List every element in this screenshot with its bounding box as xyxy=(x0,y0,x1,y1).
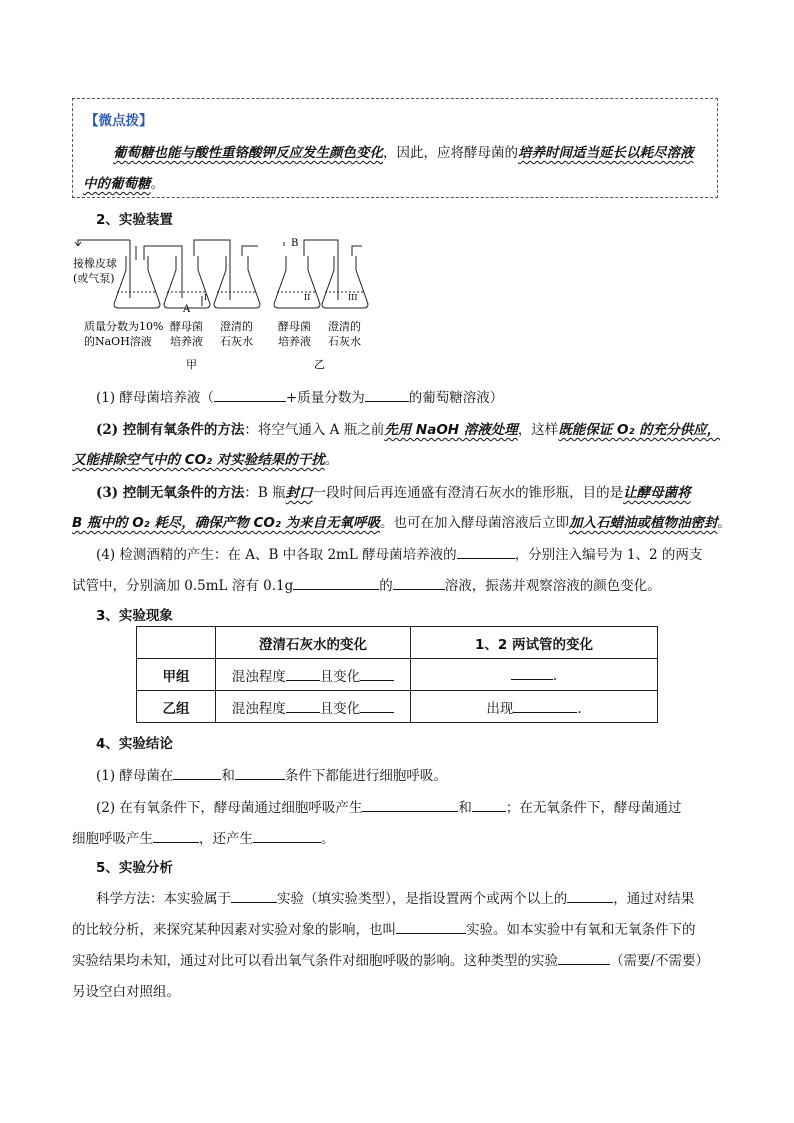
text: ，通过对结果 xyxy=(613,891,695,907)
tip-emphasis: 葡萄糖也能与酸性重铬酸钾反应发生颜色变化 xyxy=(113,145,383,161)
naoh-label-1: 质量分数为10% xyxy=(84,320,164,333)
group-cell: 乙组 xyxy=(137,691,216,723)
text: （需要/不需要） xyxy=(610,953,710,969)
tip-line-1 xyxy=(113,141,694,161)
section-heading-analysis: 5、实验分析 xyxy=(96,860,173,876)
para-conclusion-1 xyxy=(96,764,447,784)
results-table xyxy=(136,626,658,723)
text: +质量分数为 xyxy=(285,390,365,406)
flask-b xyxy=(274,256,320,308)
text: ，这样 xyxy=(517,422,559,438)
text: ，还产生 xyxy=(199,831,253,847)
text: ：B 瓶 xyxy=(244,485,286,501)
answer-blank[interactable] xyxy=(472,798,506,812)
lime-change-cell xyxy=(216,659,411,691)
text: (3) 控制无氧条件的方法 xyxy=(96,485,245,501)
text: 实验（填实验类型），是指设置两个或两个以上的 xyxy=(277,891,568,907)
naoh-label-2: 的NaOH溶液 xyxy=(84,335,152,348)
para-analysis-4: 另设空白对照组。 xyxy=(72,984,180,1000)
answer-blank[interactable] xyxy=(396,920,466,934)
answer-blank[interactable] xyxy=(286,667,320,681)
text: 试管中，分别滴加 0.5mL 溶有 0.1g xyxy=(72,578,294,594)
lime-label-b-2: 石灰水 xyxy=(328,335,361,348)
answer-blank[interactable] xyxy=(153,829,199,843)
section-heading-conclusion: 4、实验结论 xyxy=(96,736,173,752)
group-yi-label: 乙 xyxy=(314,358,325,371)
para-anaerobic xyxy=(96,481,691,501)
bottle-a-label: A xyxy=(183,304,191,315)
emphasis: 让酵母菌将 xyxy=(623,485,691,501)
text: 且变化 xyxy=(319,700,361,717)
para-aerobic-2 xyxy=(72,448,338,468)
text: 的葡萄糖溶液） xyxy=(408,390,504,406)
text: ；在无氧条件下，酵母菌通过 xyxy=(505,800,682,816)
tip-box xyxy=(72,98,718,198)
tube-1-label: I xyxy=(204,293,208,302)
tube-change-cell xyxy=(411,691,658,723)
tube-3-label: III xyxy=(348,293,358,302)
para-alcohol-2 xyxy=(72,574,661,594)
pump-label-2: (或气泵) xyxy=(73,272,115,285)
answer-blank[interactable] xyxy=(286,699,320,713)
para-aerobic xyxy=(96,418,720,438)
emphasis: 既能保证 O₂ 的充分供应， xyxy=(558,422,721,438)
answer-blank[interactable] xyxy=(173,766,221,780)
emphasis: 封口 xyxy=(285,485,313,501)
text: 混浊程度 xyxy=(231,668,286,685)
section-heading-phenomena: 3、实验现象 xyxy=(96,608,173,624)
lime-label-1: 澄清的 xyxy=(220,320,253,333)
apparatus-diagram xyxy=(70,232,370,372)
text: 和 xyxy=(221,768,235,784)
answer-blank[interactable] xyxy=(511,666,553,680)
answer-blank[interactable] xyxy=(393,576,445,590)
group-jia-label: 甲 xyxy=(186,358,197,371)
table-header xyxy=(137,627,216,659)
answer-blank[interactable] xyxy=(253,829,321,843)
emphasis: B 瓶中的 O₂ 耗尽，确保产物 CO₂ 为来自无氧呼吸 xyxy=(72,515,380,531)
table-row xyxy=(137,691,658,723)
flask-lime-1 xyxy=(214,256,260,308)
emphasis: 加入石蜡油或植物油密封 xyxy=(568,515,718,531)
lime-label-b-1: 澄清的 xyxy=(328,320,361,333)
text: . xyxy=(577,700,582,717)
yeast-label-2: 培养液 xyxy=(170,335,203,348)
para-conclusion-2 xyxy=(96,796,681,816)
section-heading-apparatus: 2、实验装置 xyxy=(96,212,173,228)
para-conclusion-3 xyxy=(72,827,335,847)
yeast-label-1: 酵母菌 xyxy=(170,320,203,333)
answer-blank[interactable] xyxy=(360,667,394,681)
emphasis: 先用 NaOH 溶液处理 xyxy=(384,422,518,438)
text: 和 xyxy=(458,800,472,816)
text: 。 xyxy=(324,452,339,468)
answer-blank[interactable] xyxy=(293,576,379,590)
para-analysis-2 xyxy=(72,918,696,938)
text: (2) 在有氧条件下，酵母菌通过细胞呼吸产生 xyxy=(96,800,363,816)
text: 条件下都能进行细胞呼吸。 xyxy=(284,768,447,784)
text: 的 xyxy=(379,578,393,594)
answer-blank[interactable] xyxy=(365,388,409,402)
table-header: 澄清石灰水的变化 xyxy=(216,627,411,659)
para-analysis-3 xyxy=(72,949,709,969)
tube-change-cell xyxy=(411,659,658,691)
answer-blank[interactable] xyxy=(360,699,394,713)
table-header-row xyxy=(137,627,658,659)
text: 。 xyxy=(321,831,335,847)
text: 的比较分析，来探究某种因素对实验对象的影响，也叫 xyxy=(72,922,396,938)
text: . xyxy=(552,667,558,684)
text: (4) 检测酒精的产生：在 A、B 中各取 2mL 酵母菌培养液的 xyxy=(96,547,457,563)
tip-text: ，因此，应将酵母菌的 xyxy=(383,145,518,161)
flask-lime-2 xyxy=(322,256,368,308)
text: (2) 控制有氧条件的方法 xyxy=(96,422,245,438)
tube-2-label: II xyxy=(304,293,311,302)
text: 且变化 xyxy=(319,668,361,685)
text: ：将空气通入 A 瓶之前 xyxy=(244,422,385,438)
yeast-label-b-2: 培养液 xyxy=(278,335,311,348)
table-row xyxy=(137,659,658,691)
lime-change-cell xyxy=(216,691,411,723)
table-header: 1、2 两试管的变化 xyxy=(411,627,658,659)
text: 细胞呼吸产生 xyxy=(72,831,153,847)
text: 溶液，振荡并观察溶液的颜色变化。 xyxy=(444,578,661,594)
answer-blank[interactable] xyxy=(362,798,458,812)
text: ，分别注入编号为 1、2 的两支 xyxy=(514,547,703,563)
text: 出现 xyxy=(486,700,514,717)
answer-blank[interactable] xyxy=(567,889,613,903)
para-anaerobic-2 xyxy=(72,511,731,531)
lime-label-2: 石灰水 xyxy=(220,335,253,348)
text: (1) 酵母菌培养液（ xyxy=(96,390,214,406)
bottle-b-label: B xyxy=(291,238,299,249)
tip-text: 。 xyxy=(150,176,164,192)
tip-title: 【微点拨】 xyxy=(85,113,153,129)
emphasis: 又能排除空气中的 CO₂ 对实验结果的干扰 xyxy=(72,452,325,468)
answer-blank[interactable] xyxy=(457,545,515,559)
text: 。 xyxy=(717,515,731,531)
answer-blank[interactable] xyxy=(558,951,610,965)
para-alcohol xyxy=(96,543,702,563)
flask-naoh xyxy=(114,256,160,308)
tip-emphasis: 培养时间适当延长以耗尽溶液 xyxy=(518,145,694,161)
yeast-label-b-1: 酵母菌 xyxy=(278,320,311,333)
text: 混浊程度 xyxy=(231,700,286,717)
tip-line-2 xyxy=(83,172,164,192)
text: 科学方法：本实验属于 xyxy=(96,891,231,907)
pump-label-1: 接橡皮球 xyxy=(73,257,117,270)
para-culture xyxy=(96,386,503,406)
tip-emphasis: 中的葡萄糖 xyxy=(83,176,151,192)
para-analysis-1 xyxy=(96,887,694,907)
answer-blank[interactable] xyxy=(214,388,286,402)
answer-blank[interactable] xyxy=(231,889,277,903)
group-cell: 甲组 xyxy=(137,659,216,691)
inlet-tube xyxy=(78,240,130,246)
text: 。也可在加入酵母菌溶液后立即 xyxy=(379,515,569,531)
text: 实验。如本实验中有氧和无氧条件下的 xyxy=(466,922,696,938)
text: 实验结果均未知，通过对比可以看出氧气条件对细胞呼吸的影响。这种类型的实验 xyxy=(72,953,558,969)
answer-blank[interactable] xyxy=(513,699,577,713)
text: 一段时间后再连通盛有澄清石灰水的锥形瓶，目的是 xyxy=(312,485,624,501)
answer-blank[interactable] xyxy=(235,766,285,780)
text: (1) 酵母菌在 xyxy=(96,768,174,784)
